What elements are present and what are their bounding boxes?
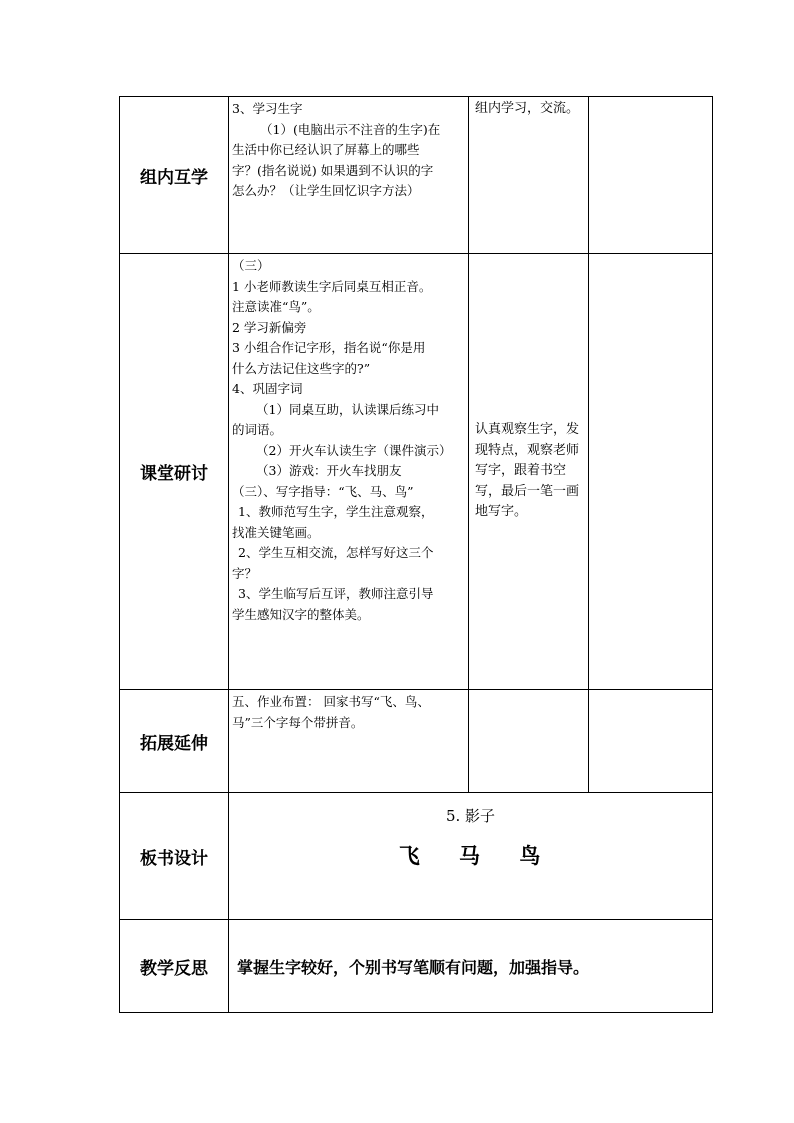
board-char: 鸟 [519,843,543,868]
board-label: 板书设计 [120,793,229,920]
student-activity: 组内学习，交流。 [469,97,589,254]
board-char: 马 [459,843,482,868]
content-line: 马”三个字每个带拼音。 [232,714,364,730]
content-line: 找准关键笔画。 [232,524,320,540]
student-activity: 认真观察生字，发现特点，观察老师写字，跟着书空写，最后一笔一画地写字。 [469,254,589,690]
reflection-text: 掌握生字较好，个别书写笔顺有问题，加强指导。 [229,920,713,1013]
content-line: 字？ [232,565,258,581]
content-line: （三）、写字指导：“飞、马、鸟” [232,483,414,499]
lesson-plan-table [119,96,713,1013]
content-line: 1、教师范写生字，学生注意观察， [238,504,434,519]
reflection-label: 教学反思 [120,920,229,1013]
section-label: 拓展延伸 [120,690,229,793]
table-row [120,254,713,690]
notes-cell [589,254,713,690]
table-row [120,97,713,254]
content-line: （三） [232,258,270,273]
content-line: 注意读准“鸟”。 [232,299,320,314]
content-line: 2、学生互相交流，怎样写好这三个 [238,545,434,560]
content-line: （2）开火车认读生字（课件演示） [256,442,452,458]
content-line: 生活中你已经认识了屏幕上的哪些 [232,142,420,157]
notes-cell [589,97,713,254]
notes-cell [589,690,713,793]
table-row [120,690,713,793]
content-line: 的词语。 [232,422,283,437]
board-characters [229,840,712,870]
section-content [229,97,469,254]
content-line: 1 小老师教读生字后同桌互相正音。 [232,278,432,294]
section-content [229,690,469,793]
content-line: 学生感知汉字的整体美。 [232,606,370,622]
content-line: 3、学生临写后互评，教师注意引导 [238,586,434,601]
table-row [120,793,713,920]
content-line: 什么方法记住这些字的?” [232,360,371,376]
board-design [229,793,713,920]
lesson-plan-document [119,96,712,1013]
content-line: 4、巩固字词 [232,381,303,396]
student-activity [469,690,589,793]
section-label: 组内互学 [120,97,229,254]
content-line: 五、作业布置： 回家书写“飞、鸟、 [232,694,430,709]
content-line: 字？(指名说说) 如果遇到不认识的字 [232,162,434,178]
content-line: （1）(电脑出示不注音的生字)在 [260,121,441,137]
content-line: 3、学习生字 [232,101,303,116]
content-line: 2 学习新偏旁 [232,319,307,335]
board-char: 飞 [398,843,422,868]
content-line: 怎么办？（让学生回忆识字方法） [232,183,420,198]
content-line: （1）同桌互助，认读课后练习中 [256,401,439,417]
section-content [229,254,469,690]
section-label: 课堂研讨 [120,254,229,690]
content-line: （3）游戏：开火车找朋友 [256,463,402,478]
board-title: 5. 影子 [445,807,496,825]
table-row [120,920,713,1013]
content-line: 3 小组合作记字形，指名说“你是用 [232,340,426,355]
